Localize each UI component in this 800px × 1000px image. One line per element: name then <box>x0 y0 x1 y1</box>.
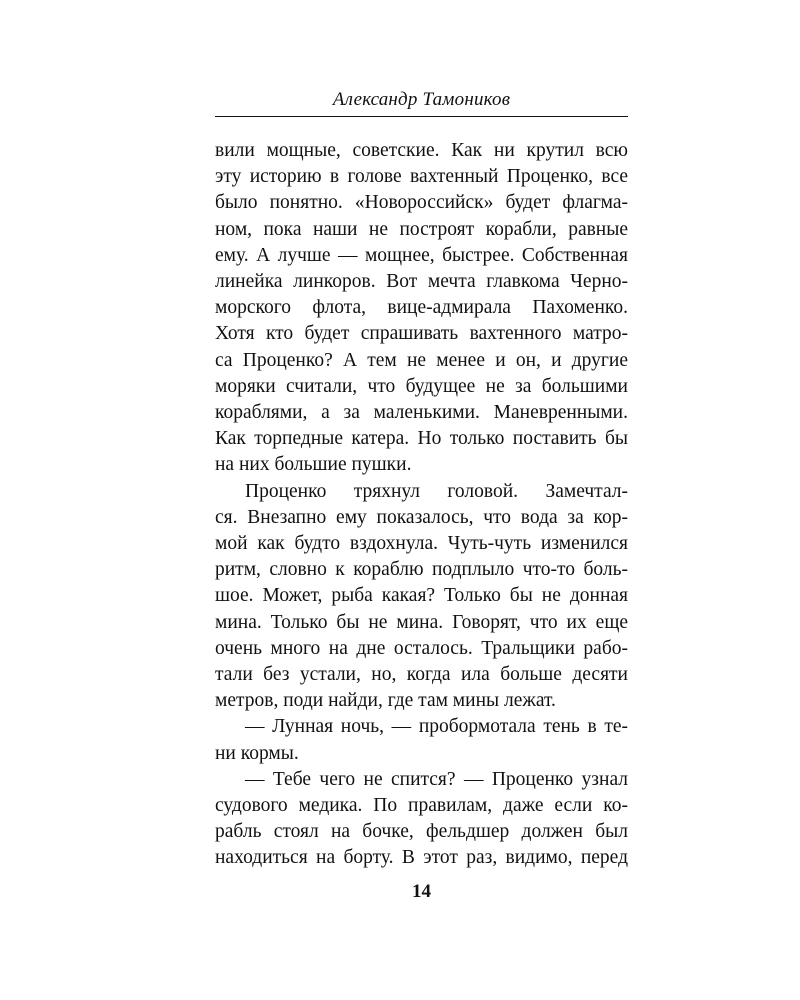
text-line: вили мощные, советские. Как ни крутил всю <box>215 140 628 161</box>
text-line: са Проценко? А тем не менее и он, и другие <box>215 349 628 371</box>
text-line: ритм, словно к кораблю подплыло что-то боль- <box>215 559 628 581</box>
text-line: тали без устали, но, когда ила больше десяти <box>215 664 628 686</box>
text-line: очень много на дне осталось. Тральщики рабо- <box>215 637 628 659</box>
text-line: судового медика. По правилам, даже если ко- <box>215 795 628 817</box>
text-line: ему. А лучше — мощнее, быстрее. Собственная <box>215 244 628 266</box>
text-line: мина. Только бы не мина. Говорят, что их еще <box>215 611 628 633</box>
text-line: Хотя кто будет спрашивать вахтенного матро- <box>215 323 628 345</box>
text-line: на них большие пушки. <box>215 454 412 476</box>
body-text <box>215 138 628 872</box>
text-line: — Лунная ночь, — пробормотала тень в те- <box>245 716 628 738</box>
running-head: Александр Тамоников <box>332 89 511 110</box>
header-rule <box>215 116 628 117</box>
text-line: Проценко тряхнул головой. Замечтал- <box>245 480 628 502</box>
text-line: — Тебе чего не спится? — Проценко узнал <box>245 768 628 790</box>
text-line: моряки считали, что будущее не за большими <box>215 375 628 397</box>
text-line: ном, пока наши не построят корабли, равные <box>215 218 628 240</box>
text-line: мой как будто вздохнула. Чуть-чуть изменился <box>215 533 628 555</box>
text-line: ни кормы. <box>215 742 299 764</box>
text-line: находиться на борту. В этот раз, видимо, перед <box>215 847 628 869</box>
text-line: рабль стоял на бочке, фельдшер должен был <box>215 821 628 843</box>
text-line: эту историю в голове вахтенный Проценко, все <box>215 166 628 188</box>
page-number: 14 <box>412 881 431 902</box>
text-line: было понятно. «Новороссийск» будет флагма- <box>215 192 628 214</box>
text-line: кораблями, а за маленькими. Маневренными. <box>215 402 628 424</box>
text-line: Как торпедные катера. Но только поставить бы <box>215 428 628 450</box>
text-line: ся. Внезапно ему показалось, что вода за кор- <box>215 506 628 528</box>
text-line: морского флота, вице-адмирала Пахоменко. <box>215 297 628 319</box>
text-line: метров, поди найди, где там мины лежат. <box>215 690 556 712</box>
text-line: шое. Может, рыба какая? Только бы не донная <box>215 585 628 607</box>
text-line: линейка линкоров. Вот мечта главкома Черно- <box>215 271 628 293</box>
